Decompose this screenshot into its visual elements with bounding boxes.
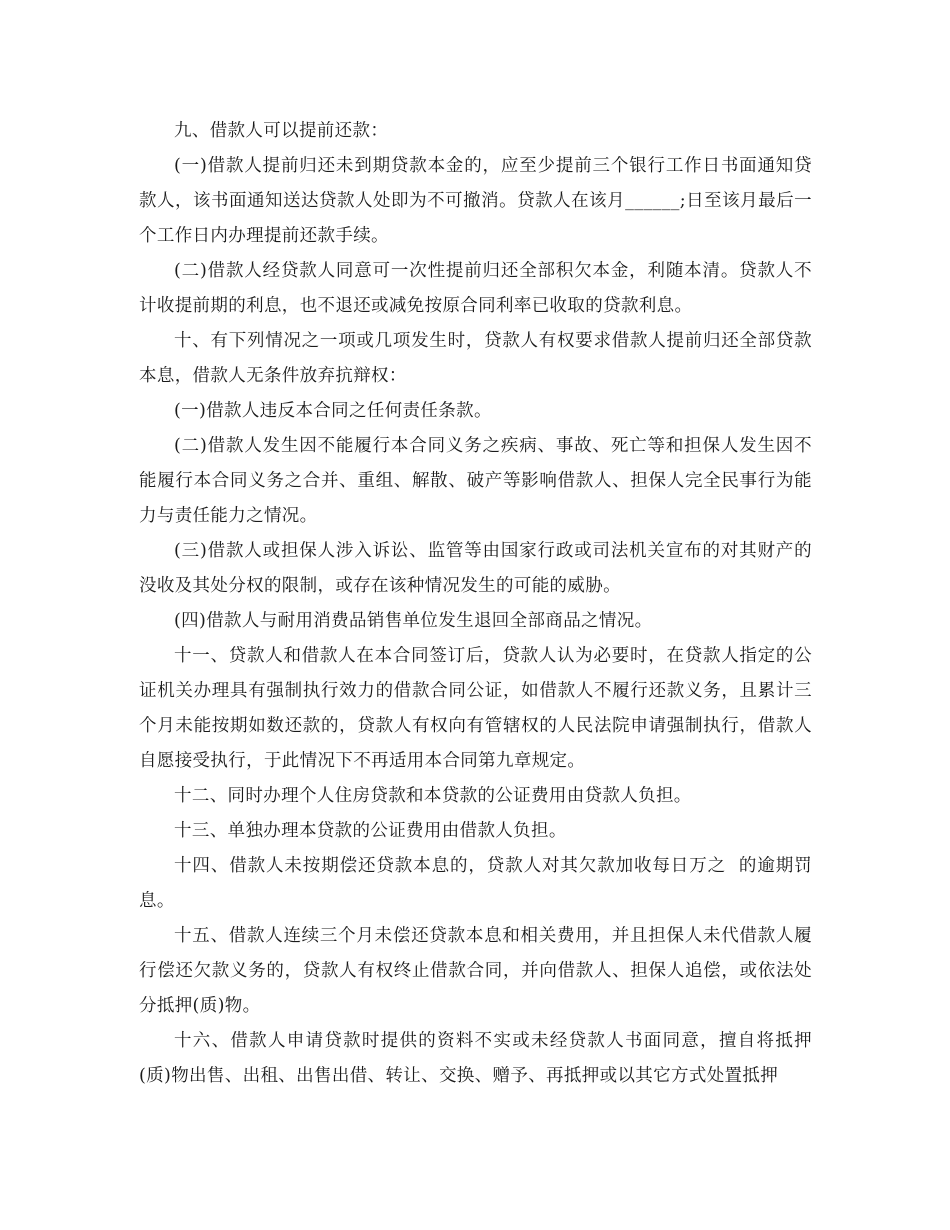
clause-12: 十二、同时办理个人住房贷款和本贷款的公证费用由贷款人负担。 <box>174 786 692 806</box>
clause-10-item-3: (三)借款人或担保人涉入诉讼、监管等由国家行政或司法机关宣布的对其财产的没收及其处分权的限制，或存在该种情况发生的可能的威胁。 <box>139 541 812 596</box>
clause-10-item-2: (二)借款人发生因不能履行本合同义务之疾病、事故、死亡等和担保人发生因不能履行本合同义务之合并、重组、解散、破产等影响借款人、担保人完全民事行为能力与责任能力之情况。 <box>139 436 812 526</box>
document-body <box>139 114 812 1094</box>
clause-10-heading: 十、有下列情况之一项或几项发生时，贷款人有权要求借款人提前归还全部贷款本息，借款人无条件放弃抗辩权： <box>139 331 812 386</box>
clause-9-item-1: (一)借款人提前归还未到期贷款本金的，应至少提前三个银行工作日书面通知贷款人，该书面通知送达贷款人处即为不可撤消。贷款人在该月______;日至该月最后一个工作日内办理提前还款手续。 <box>139 156 812 246</box>
clause-10-item-4: (四)借款人与耐用消费品销售单位发生退回全部商品之情况。 <box>174 611 653 631</box>
clause-9-item-2: (二)借款人经贷款人同意可一次性提前归还全部积欠本金，利随本清。贷款人不计收提前期的利息，也不退还或减免按原合同利率已收取的贷款利息。 <box>139 261 812 316</box>
clause-10-item-1: (一)借款人违反本合同之任何责任条款。 <box>174 401 492 421</box>
clause-16: 十六、借款人申请贷款时提供的资料不实或未经贷款人书面同意，擅自将抵押(质)物出售、出租、出售出借、转让、交换、赠予、再抵押或以其它方式处置抵押 <box>139 1031 812 1086</box>
clause-13: 十三、单独办理本贷款的公证费用由借款人负担。 <box>174 821 567 841</box>
clause-15: 十五、借款人连续三个月未偿还贷款本息和相关费用，并且担保人未代借款人履行偿还欠款义务的，贷款人有权终止借款合同，并向借款人、担保人追偿，或依法处分抵押(质)物。 <box>139 926 812 1016</box>
clause-9-heading: 九、借款人可以提前还款： <box>174 121 389 141</box>
clause-11: 十一、贷款人和借款人在本合同签订后，贷款人认为必要时，在贷款人指定的公证机关办理具有强制执行效力的借款合同公证，如借款人不履行还款义务，且累计三个月未能按期如数还款的，贷款人有权向有管辖权的人民法院申请强制执行，借款人自愿接受执行，于此情况下不再适用本合同第九章规定。 <box>139 646 812 771</box>
clause-14: 十四、借款人未按期偿还贷款本息的，贷款人对其欠款加收每日万之 的逾期罚息。 <box>139 856 812 911</box>
